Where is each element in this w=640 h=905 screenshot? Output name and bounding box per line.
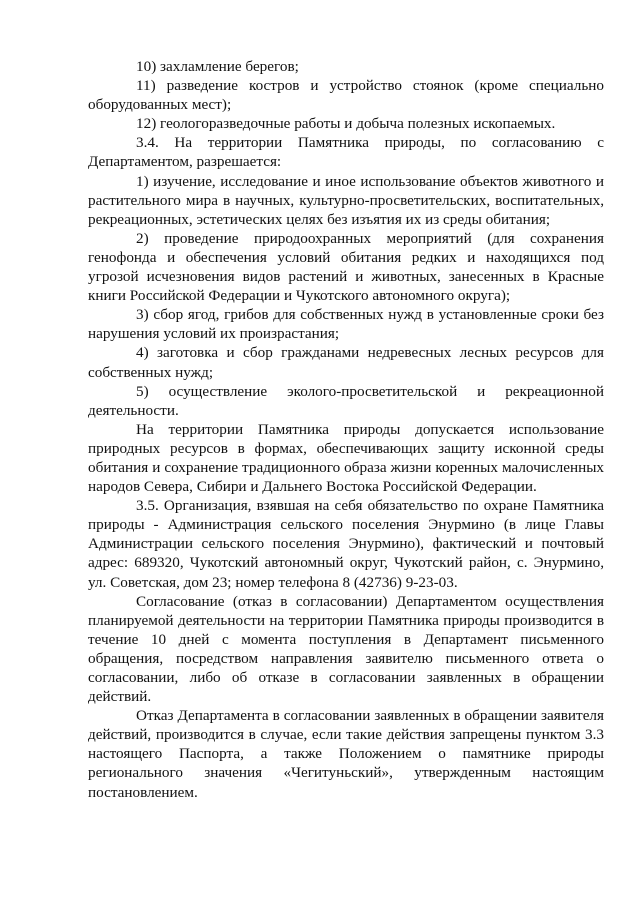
- section-3-5: 3.5. Организация, взявшая на себя обязательство по охране Памятника природы - Администрация сельского поселения Энурмино (в лице Главы Администрации сельского поселения Энурмино), фактический и почтовый адрес: 689320, Чукотский автономный округ, Чукотский район, с. Энурмино, ул. Советская, дом 23; номер телефона 8 (42736) 9-23-03.: [88, 497, 604, 591]
- document-body: [88, 57, 604, 802]
- section-3-4: 3.4. На территории Памятника природы, по согласованию с Департаментом, разрешается:: [88, 134, 604, 171]
- approval-paragraph: Согласование (отказ в согласовании) Департаментом осуществления планируемой деятельности на территории Памятника природы производится в течение 10 дней с момента поступления в Департамент письменного обращения, посредством направления заявителю письменного ответа о согласовании, либо об отказе в согласовании заявленных в обращении действий.: [88, 592, 604, 706]
- refusal-paragraph: Отказ Департамента в согласовании заявленных в обращении заявителя действий, производится в случае, если такие действия запрещены пунктом 3.3 настоящего Паспорта, а также Положением о памятнике природы регионального значения «Чегитуньский», утвержденным настоящим постановлением.: [88, 707, 604, 801]
- allowed-item-2: 2) проведение природоохранных мероприятий (для сохранения генофонда и обеспечения условий обитания редких и находящихся под угрозой исчезновения видов растений и животных, занесенных в Красные книги Российской Федерации и Чукотского автономного округа);: [88, 229, 604, 305]
- resource-use-paragraph: На территории Памятника природы допускается использование природных ресурсов в формах, обеспечивающих защиту исконной среды обитания и сохранение традиционного образа жизни коренных малочисленных народов Севера, Сибири и Дальнего Востока Российской Федерации.: [88, 420, 604, 496]
- allowed-item-5: 5) осуществление эколого-просветительской и рекреационной деятельности.: [88, 382, 604, 419]
- allowed-item-1: 1) изучение, исследование и иное использование объектов животного и растительного мира в научных, культурно-просветительских, воспитательных, рекреационных, эстетических целях без изъятия их из среды обитания;: [88, 172, 604, 228]
- paragraph-item-11: 11) разведение костров и устройство стоянок (кроме специально оборудованных мест);: [88, 77, 604, 114]
- allowed-item-3: 3) сбор ягод, грибов для собственных нужд в установленные сроки без нарушения условий их произрастания;: [88, 306, 604, 343]
- paragraph-item-12: 12) геологоразведочные работы и добыча полезных ископаемых.: [136, 115, 556, 133]
- paragraph-item-10: 10) захламление берегов;: [136, 58, 299, 75]
- allowed-item-4: 4) заготовка и сбор гражданами недревесных лесных ресурсов для собственных нужд;: [88, 344, 604, 381]
